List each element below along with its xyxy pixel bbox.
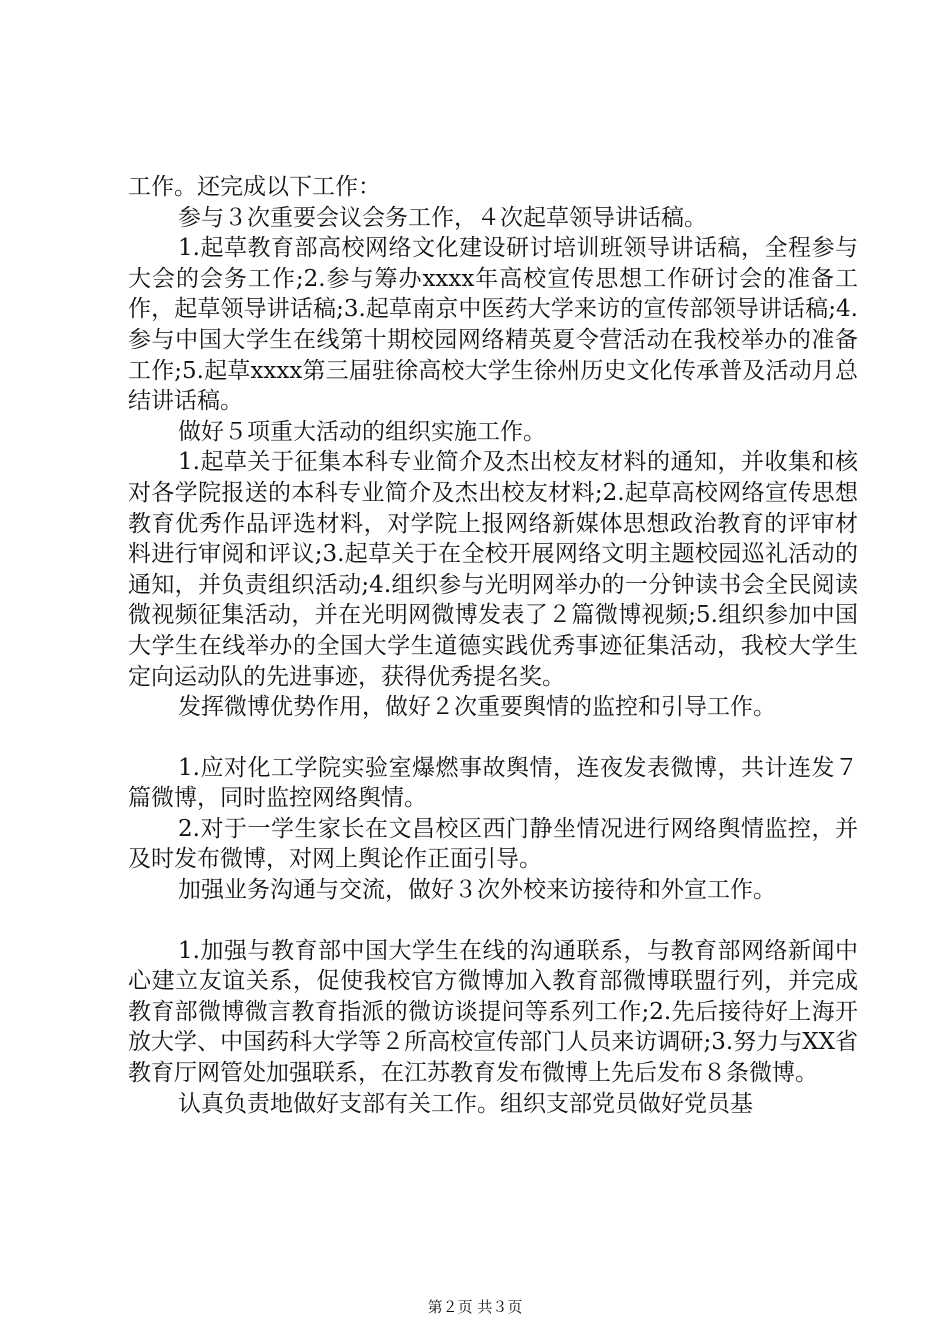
- paragraph-weibo-item-1: 1.应对化工学院实验室爆燃事故舆情，连夜发表微博，共计连发７篇微博，同时监控网络舆情。: [128, 754, 858, 812]
- paragraph-heading-weibo: 发挥微博优势作用，做好２次重要舆情的监控和引导工作。: [178, 694, 776, 721]
- document-body: [128, 172, 858, 1119]
- paragraph-weibo-item-2: 2.对于一学生家长在文昌校区西门静坐情况进行网络舆情监控，并及时发布微博，对网上舆论作正面引导。: [128, 815, 858, 873]
- paragraph-heading-communication: 加强业务沟通与交流，做好３次外校来访接待和外宣工作。: [178, 877, 776, 904]
- page-number-footer: 第２页 共３页: [427, 1298, 523, 1316]
- paragraph-heading-activities: 做好５项重大活动的组织实施工作。: [178, 418, 546, 445]
- paragraph-branch-work: 认真负责地做好支部有关工作。组织支部党员做好党员基: [178, 1090, 753, 1117]
- paragraph-meetings-details: 1.起草教育部高校网络文化建设研讨培训班领导讲话稿，全程参与大会的会务工作;2.参与筹办xxxx年高校宣传思想工作研讨会的准备工作，起草领导讲话稿;3.起草南京中医药大学来访的宣传部领导讲话稿;4.参与中国大学生在线第十期校园网络精英夏令营活动在我校举办的准备工作;5.起草xxxx第三届驻徐高校大学生徐州历史文化传承普及活动月总结讲话稿。: [128, 235, 858, 415]
- paragraph-activities-details: 1.起草关于征集本科专业简介及杰出校友材料的通知，并收集和核对各学院报送的本科专业简介及杰出校友材料;2.起草高校网络宣传思想教育优秀作品评选材料，对学院上报网络新媒体思想政治教育的评审材料进行审阅和评议;3.起草关于在全校开展网络文明主题校园巡礼活动的通知，并负责组织活动;4.组织参与光明网举办的一分钟读书会全民阅读微视频征集活动，并在光明网微博发表了２篇微博视频;5.组织参加中国大学生在线举办的全国大学生道德实践优秀事迹征集活动，我校大学生定向运动队的先进事迹，获得优秀提名奖。: [128, 449, 858, 690]
- paragraph-continuation: 工作。还完成以下工作：: [128, 174, 381, 200]
- paragraph-communication-details: 1.加强与教育部中国大学生在线的沟通联系，与教育部网络新闻中心建立友谊关系，促使我校官方微博加入教育部微博联盟行列，并完成教育部微博微言教育指派的微访谈提问等系列工作;2.先后接待好上海开放大学、中国药科大学等２所高校宣传部门人员来访调研;3.努力与XX省教育厅网管处加强联系，在江苏教育发布微博上先后发布８条微博。: [128, 937, 858, 1087]
- paragraph-heading-meetings: 参与３次重要会议会务工作，４次起草领导讲话稿。: [178, 204, 707, 231]
